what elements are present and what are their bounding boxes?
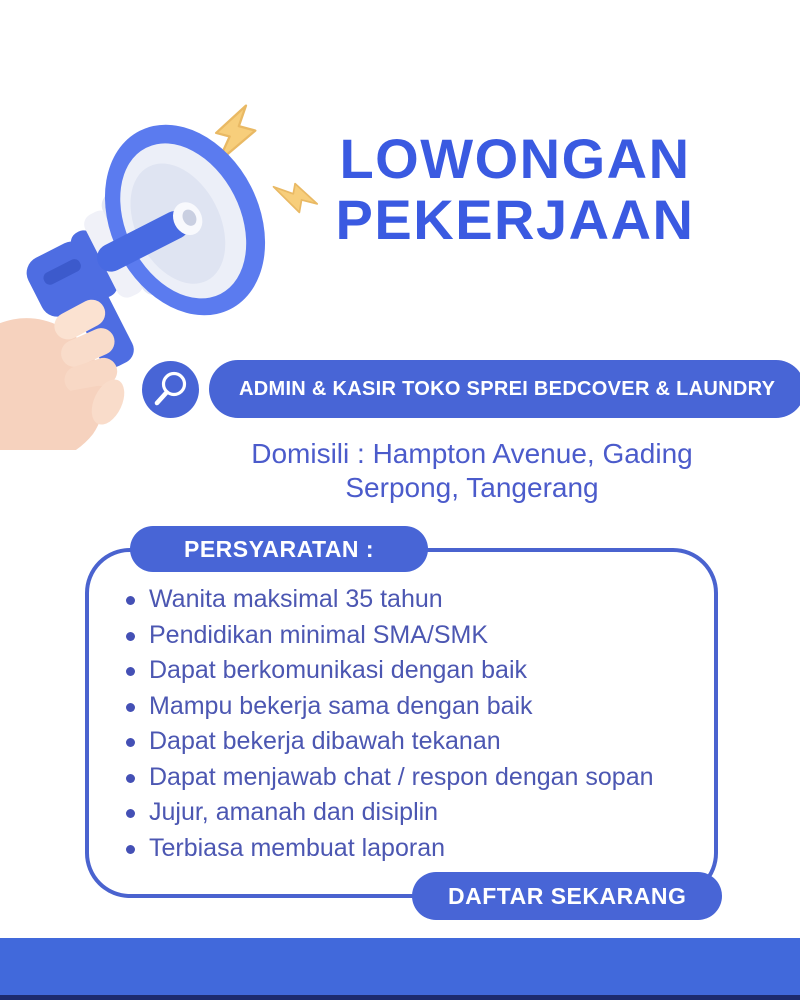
requirement-text: Dapat bekerja dibawah tekanan [149, 727, 501, 755]
requirements-list [89, 552, 714, 866]
job-position-badge: ADMIN & KASIR TOKO SPREI BEDCOVER & LAUNDRY [209, 360, 800, 418]
title-line-1: LOWONGAN [339, 127, 691, 190]
register-now-button[interactable]: DAFTAR SEKARANG [412, 872, 722, 920]
role-row [142, 360, 800, 418]
title-line-2: PEKERJAAN [335, 188, 695, 251]
requirement-text: Pendidikan minimal SMA/SMK [149, 620, 489, 649]
list-item [109, 760, 688, 796]
requirements-box [85, 548, 718, 898]
requirement-text: Wanita maksimal 35 tahun [149, 585, 443, 613]
list-item [109, 831, 688, 867]
domicile-text [112, 437, 800, 505]
footer-edge [0, 995, 800, 1000]
list-item [109, 724, 688, 760]
list-item [109, 795, 688, 831]
requirement-text: Terbiasa membuat laporan [149, 833, 445, 862]
footer-band [0, 938, 800, 995]
requirement-text: Dapat berkomunikasi dengan baik [149, 656, 528, 684]
requirements-heading-badge: PERSYARATAN : [130, 526, 428, 572]
requirement-text: Jujur, amanah dan disiplin [149, 798, 439, 826]
requirement-text: Mampu bekerja sama dengan baik [149, 691, 533, 720]
list-item [109, 582, 688, 618]
domicile-line-1: Domisili : Hampton Avenue, Gading [251, 438, 693, 469]
domicile-line-2: Serpong, Tangerang [345, 472, 599, 503]
list-item [109, 689, 688, 725]
page-title [320, 128, 710, 250]
requirement-text: Dapat menjawab chat / respon dengan sopan [149, 762, 654, 791]
list-item [109, 618, 688, 654]
list-item [109, 653, 688, 689]
magnifier-icon [142, 361, 199, 418]
